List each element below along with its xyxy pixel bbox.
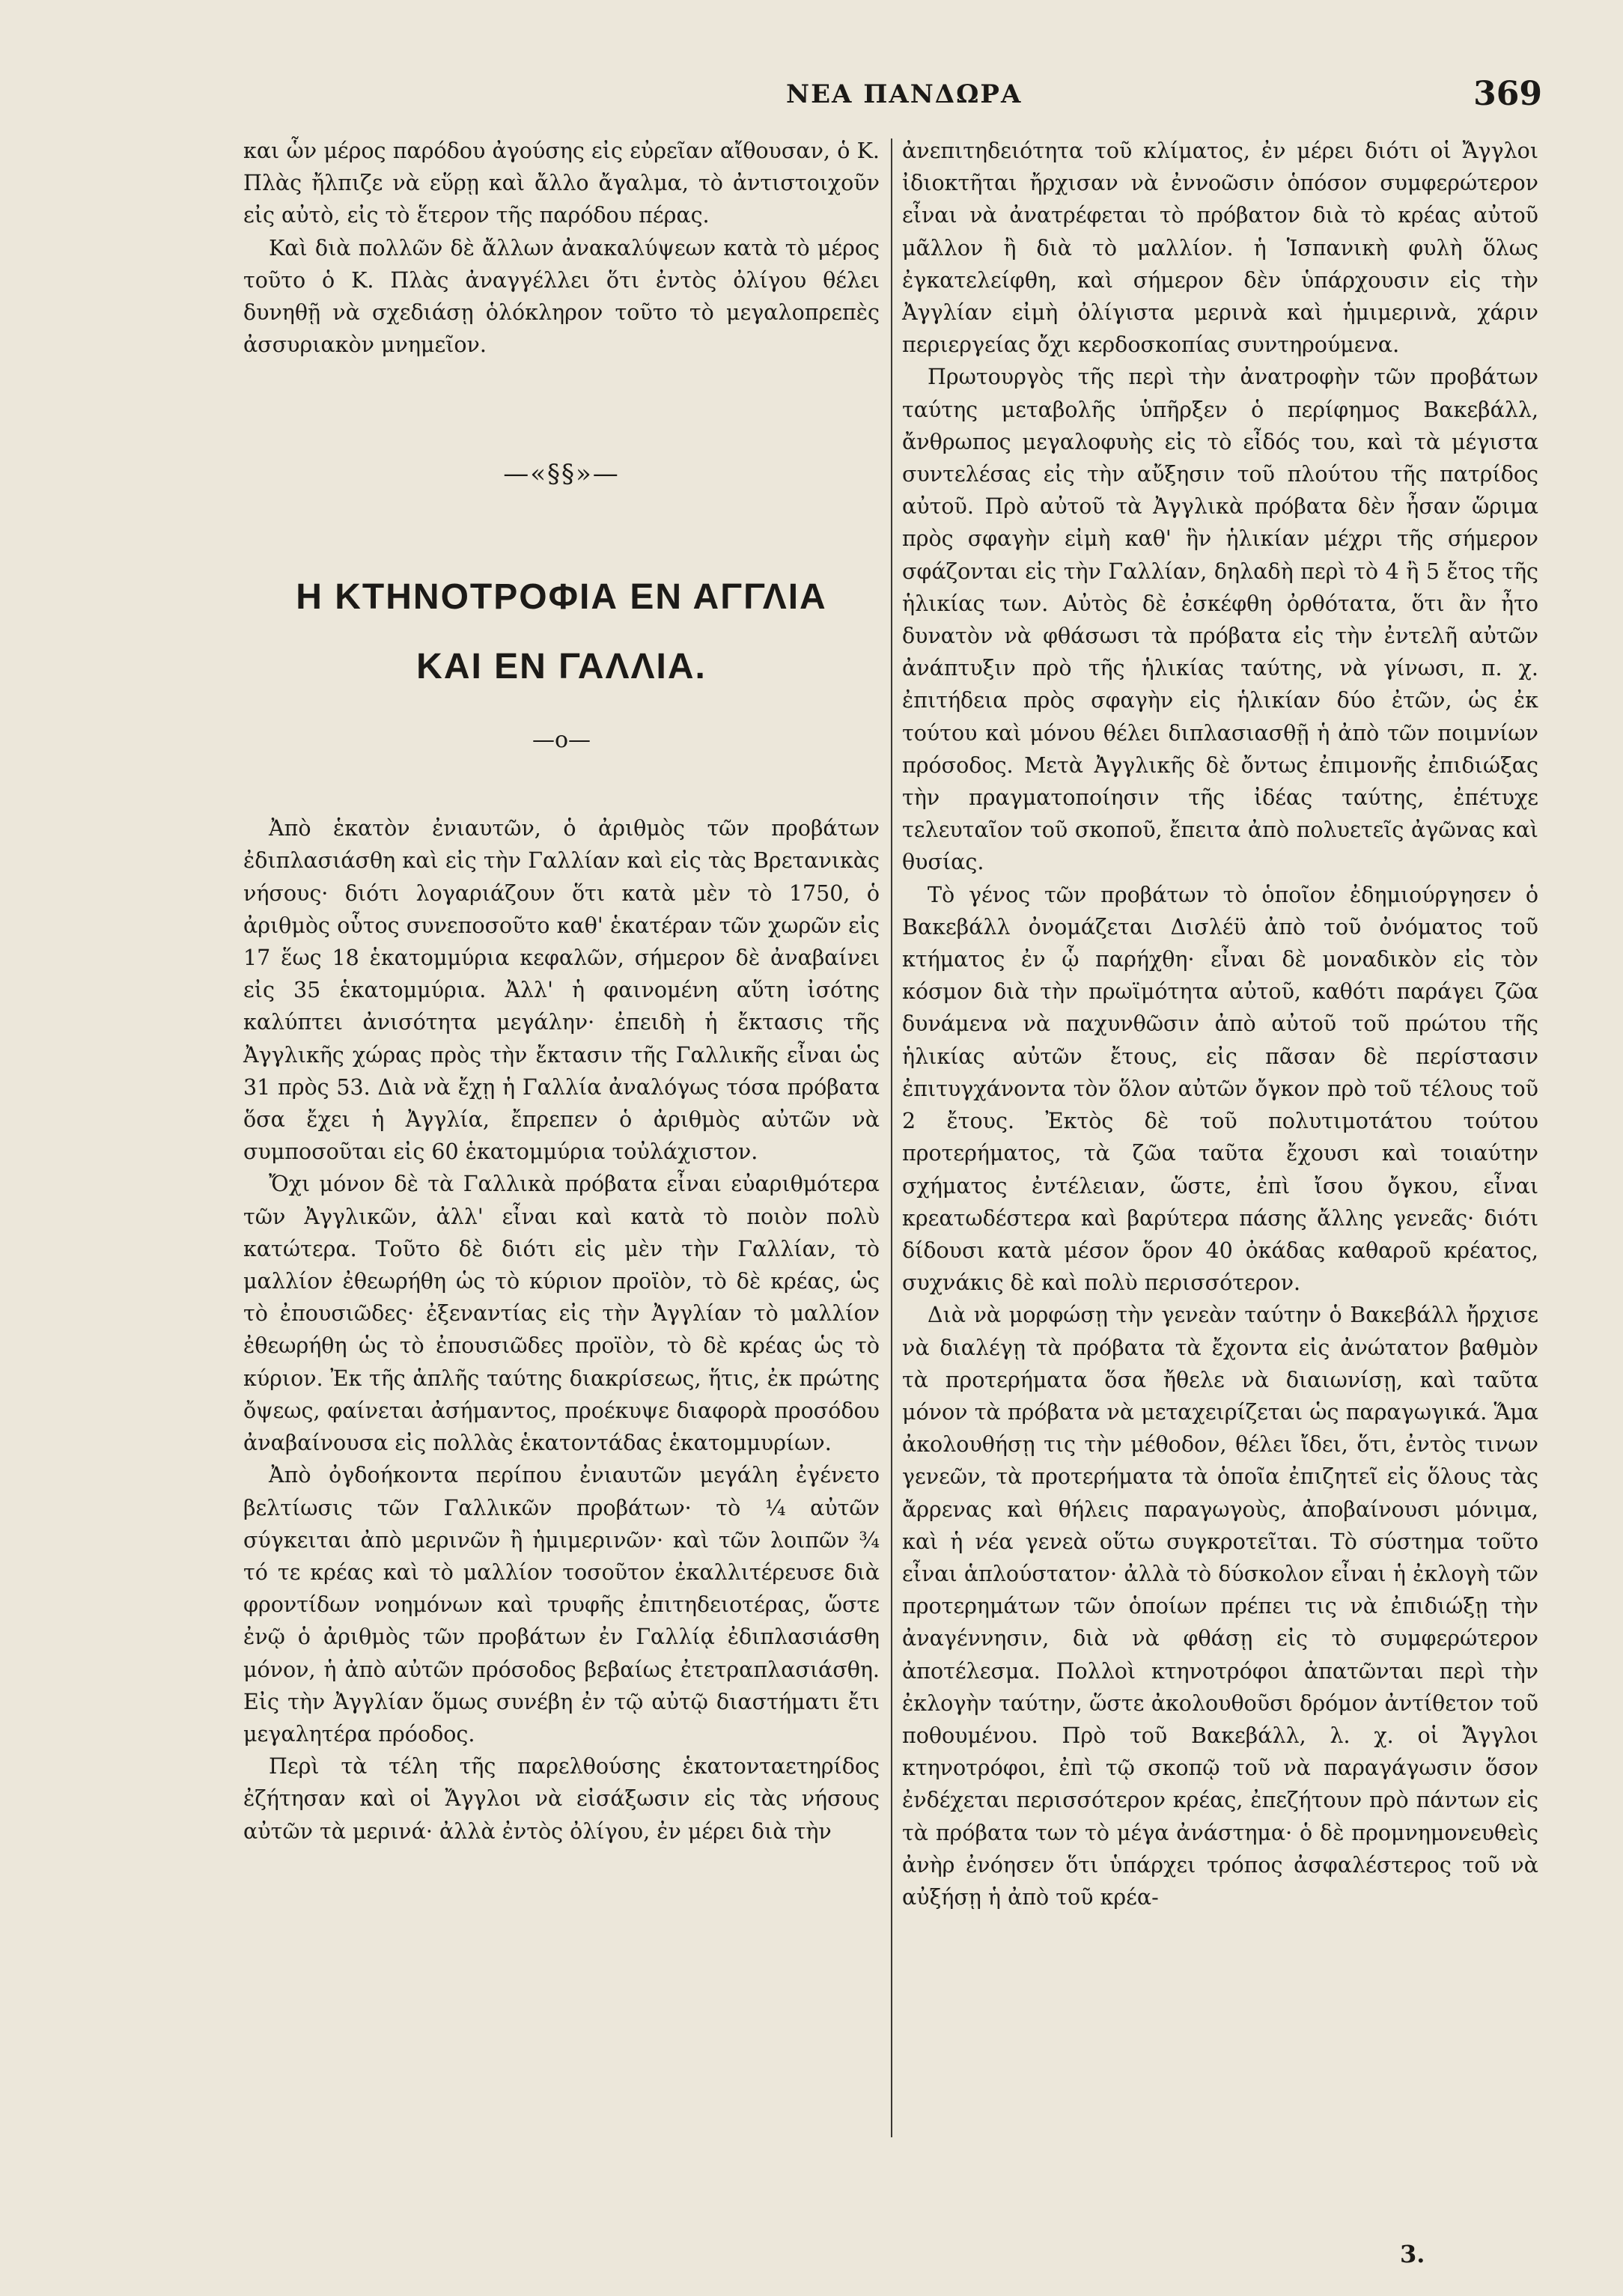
article-title: Η ΚΤΗΝΟΤΡΟΦΙΑ ΕΝ ΑΓΓΛΙΑ — [296, 576, 827, 617]
title-dash: —o— — [532, 727, 591, 754]
paragraph: ἀνεπιτηδειότητα τοῦ κλίματος, ἐν μέρει διότι οἱ Ἄγγλοι ἰδιοκτῆται ἤρχισαν νὰ ἐννοῶσιν ὁπόσον συμφερώτερον εἶναι νὰ ἀνατρέφεται τὸ πρόβατον διὰ τὸ κρέας αὐτοῦ μᾶλλον ἢ διὰ τὸ μαλλίον. ἡ Ἱσπανικὴ φυλὴ ὅλως ἐγκατελείφθη, καὶ σήμερον δὲν ὑπάρχουσιν εἰς τὴν Ἀγγλίαν εἰμὴ ὀλίγιστα μερινὰ καὶ ἡμιμερινὰ, χάριν περιεργείας ὄχι κερδοσκοπίας συντηρούμενα. — [902, 138, 1538, 358]
column-divider — [891, 138, 892, 2137]
paragraph: Καὶ διὰ πολλῶν δὲ ἄλλων ἀνακαλύψεων κατὰ τὸ μέρος τοῦτο ὁ Κ. Πλὰς ἀναγγέλλει ὅτι ἐντὸς ὀλίγου θέλει δυνηθῇ νὰ σχεδιάσῃ ὁλόκληρον τοῦτο τὸ μεγαλοπρεπὲς ἀσσυριακὸν μνημεῖον. — [243, 235, 880, 358]
paragraph: και ὧν μέρος παρόδου ἀγούσης εἰς εὐρεῖαν αἴθουσαν, ὁ Κ. Πλὰς ἤλπιζε νὰ εὕρῃ καὶ ἄλλο ἄγαλμα, τὸ ἀντιστοιχοῦν εἰς αὐτὸ, εἰς τὸ ἕτερον τῆς παρόδου πέρας. — [243, 138, 880, 228]
paragraph: Ὄχι μόνον δὲ τὰ Γαλλικὰ πρόβατα εἶναι εὐαριθμότερα τῶν Ἀγγλικῶν, ἀλλ' εἶναι καὶ κατὰ τὸ ποιὸν πολὺ κατώτερα. Τοῦτο δὲ διότι εἰς μὲν τὴν Γαλλίαν, τὸ μαλλίον ἐθεωρήθη ὡς τὸ κύριον προϊὸν, τὸ δὲ κρέας, ὡς τὸ ἐπουσιῶδες· ἐξεναντίας εἰς τὴν Ἀγγλίαν τὸ μαλλίον ἐθεωρήθη ὡς τὸ ἐπουσιῶδες προϊὸν, τὸ δὲ κρέας ὡς τὸ κύριον. Ἐκ τῆς ἁπλῆς ταύτης διακρίσεως, ἥτις, ἐκ πρώτης ὄψεως, φαίνεται ἀσήμαντος, προέκυψε διαφορὰ προσόδου ἀναβαίνουσα εἰς πολλὰς ἑκατοντάδας ἑκατομμυρίων. — [243, 1172, 880, 1456]
journal-title: ΝΕΑ ΠΑΝΔΩΡΑ — [786, 79, 1023, 109]
paragraph: Πρωτουργὸς τῆς περὶ τὴν ἀνατροφὴν τῶν προβάτων ταύτης μεταβολῆς ὑπῆρξεν ὁ περίφημος Βακεβάλλ, ἄνθρωπος μεγαλοφυὴς εἰς τὸ εἶδός του, καὶ τὰ μέγιστα συντελέσας εἰς τὴν αὔξησιν τοῦ πλούτου τῆς πατρίδος αὐτοῦ. Πρὸ αὐτοῦ τὰ Ἀγγλικὰ πρόβατα δὲν ἦσαν ὥριμα πρὸς σφαγὴν εἰμὴ καθ' ἣν ἡλικίαν μέχρι τῆς σήμερον σφάζονται εἰς τὴν Γαλλίαν, δηλαδὴ περὶ τὸ 4 ἢ 5 ἔτος τῆς ἡλικίας των. Αὐτὸς δὲ ἐσκέφθη ὀρθότατα, ὅτι ἂν ἦτο δυνατὸν νὰ φθάσωσι τὰ πρόβατα εἰς τὴν ἐντελῆ αὐτῶν ἀνάπτυξιν πρὸ τῆς ἡλικίας ταύτης, νὰ γίνωσι, π. χ. ἐπιτήδεια πρὸς σφαγὴν εἰς ἡλικίαν δύο ἐτῶν, ὡς ἐκ τούτου καὶ μόνου θέλει διπλασιασθῇ ἡ ἀπὸ τῶν ποιμνίων πρόσοδος. Μετὰ Ἀγγλικῆς δὲ ὄντως ἐπιμονῆς ἐπιδιώξας τὴν πραγματοποίησιν τῆς ἰδέας ταύτης, ἐπέτυχε τελευταῖον τοῦ σκοποῦ, ἔπειτα ἀπὸ πολυετεῖς ἀγῶνας καὶ θυσίας. — [902, 365, 1538, 875]
left-column — [243, 135, 880, 1848]
article-subtitle: ΚΑΙ ΕΝ ΓΑΛΛΙΑ. — [416, 646, 707, 686]
ornament-divider: —«§§»— — [503, 459, 620, 490]
paragraph: Διὰ νὰ μορφώσῃ τὴν γενεὰν ταύτην ὁ Βακεβάλλ ἤρχισε νὰ διαλέγῃ τὰ πρόβατα τὰ ἔχοντα εἰς ἀνώτατον βαθμὸν τὰ προτερήματα ὅσα ἤθελε νὰ διαιωνίσῃ, καὶ ταῦτα μόνον τὰ πρόβατα νὰ μεταχειρίζεται ὡς παραγωγικά. Ἅμα ἀκολουθήσῃ τις τὴν μέθοδον, θέλει ἴδει, ὅτι, ἐντὸς τινων γενεῶν, τὰ προτερήματα τὰ ὁποῖα ἐπιζητεῖ εἰς ὅλους τὰς ἄρρενας καὶ θήλεις παραγωγοὺς, ἀποβαίνουσι μόνιμα, καὶ ἡ νέα γενεὰ οὕτω συγκροτεῖται. Τὸ σύστημα τοῦτο εἶναι ἁπλούστατον· ἀλλὰ τὸ δύσκολον εἶναι ἡ ἐκλογὴ τῶν προτερημάτων τῶν ὁποίων πρέπει τις νὰ ἐπιδιώξῃ τὴν ἀναγέννησιν, διὰ νὰ φθάσῃ εἰς τὸ συμφερώτερον ἀποτέλεσμα. Πολλοὶ κτηνοτρόφοι ἀπατῶνται περὶ τὴν ἐκλογὴν ταύτην, ὥστε ἀκολουθοῦσι δρόμον ἀντίθετον τοῦ ποθουμένου. Πρὸ τοῦ Βακεβάλλ, λ. χ. οἱ Ἄγγλοι κτηνοτρόφοι, ἐπὶ τῷ σκοπῷ τοῦ νὰ παραγάγωσιν ὅσον ἐνδέχεται περισσότερον κρέας, ἐπεζήτουν πρὸ πάντων εἰς τὰ πρόβατα των τὸ μέγα ἀνάστημα· ὁ δὲ προμνημονευθεὶς ἀνὴρ ἐνόησεν ὅτι ὑπάρχει τρόπος ἀσφαλέστερος τοῦ νὰ αὐξήσῃ ἡ ἀπὸ τοῦ κρέα- — [902, 1303, 1538, 1910]
paragraph: Περὶ τὰ τέλη τῆς παρελθούσης ἑκατονταετηρίδος ἐζήτησαν καὶ οἱ Ἄγγλοι νὰ εἰσάξωσιν εἰς τὰς νήσους αὐτῶν τὰ μερινά· ἀλλὰ ἐντὸς ὀλίγου, ἐν μέρει διὰ τὴν — [243, 1754, 880, 1844]
paragraph: Ἀπὸ ὀγδοήκοντα περίπου ἐνιαυτῶν μεγάλη ἐγένετο βελτίωσις τῶν Γαλλικῶν προβάτων· τὸ ¼ αὐτῶν σύγκειται ἀπὸ μερινῶν ἢ ἡμιμερινῶν· καὶ τῶν λοιπῶν ¾ τό τε κρέας καὶ τὸ μαλλίον τοσοῦτον ἐκαλλιτέρευσε διὰ φροντίδων νοημόνων καὶ τρυφῆς ἐπιτηδειοτέρας, ὥστε ἐνῷ ὁ ἀριθμὸς τῶν προβάτων ἐν Γαλλίᾳ ἐδιπλασιάσθη μόνον, ἡ ἀπὸ αὐτῶν πρόσοδος βεβαίως ἐτετραπλασιάσθη. Εἰς τὴν Ἀγγλίαν ὅμως συνέβη ἐν τῷ αὐτῷ διαστήματι ἔτι μεγαλητέρα πρόοδος. — [243, 1463, 880, 1747]
paragraph: Ἀπὸ ἑκατὸν ἐνιαυτῶν, ὁ ἀριθμὸς τῶν προβάτων ἐδιπλασιάσθη καὶ εἰς τὴν Γαλλίαν καὶ εἰς τὰς Βρετανικὰς νήσους· διότι λογαριάζουν ὅτι κατὰ μὲν τὸ 1750, ὁ ἀριθμὸς οὗτος συνεποσοῦτο καθ' ἑκατέραν τῶν χωρῶν εἰς 17 ἕως 18 ἑκατομμύρια κεφαλῶν, σήμερον δὲ ἀναβαίνει εἰς 35 ἑκατομμύρια. Ἀλλ' ἡ φαινομένη αὕτη ἰσότης καλύπτει ἀνισότητα μεγάλην· ἐπειδὴ ἡ ἔκτασις τῆς Ἀγγλικῆς χώρας πρὸς τὴν ἔκτασιν τῆς Γαλλικῆς εἶναι ὡς 31 πρὸς 53. Διὰ νὰ ἔχῃ ἡ Γαλλία ἀναλόγως τόσα πρόβατα ὅσα ἔχει ἡ Ἀγγλία, ἔπρεπεν ὁ ἀριθμὸς αὐτῶν νὰ συμποσοῦται εἰς 60 ἑκατομμύρια τοὐλάχιστον. — [243, 816, 880, 1165]
page-number: 369 — [1473, 75, 1542, 113]
signature-mark: 3. — [1400, 2240, 1425, 2268]
paragraph: Τὸ γένος τῶν προβάτων τὸ ὁποῖον ἐδημιούργησεν ὁ Βακεβάλλ ὀνομάζεται Δισλέϋ ἀπὸ τοῦ ὀνόματος τοῦ κτήματος ἐν ᾧ παρήχθη· εἶναι δὲ μοναδικὸν εἰς τὸν κόσμον διὰ τὴν πρωϊμότητα αὐτοῦ, καθότι παράγει ζῶα δυνάμενα νὰ παχυνθῶσιν ἀπὸ αὐτοῦ τοῦ πρώτου τῆς ἡλικίας αὐτῶν ἔτους, εἰς πᾶσαν δὲ περίστασιν ἐπιτυγχάνοντα τὸν ὅλον αὐτῶν ὄγκον πρὸ τοῦ τέλους τοῦ 2 ἔτους. Ἐκτὸς δὲ τοῦ πολυτιμοτάτου τούτου προτερήματος, τὰ ζῶα ταῦτα ἔχουσι καὶ τοιαύτην σχήματος ἐντέλειαν, ὥστε, ἐπὶ ἴσου ὄγκου, εἶναι κρεατωδέστερα καὶ βαρύτερα πάσης ἄλλης γενεᾶς· διότι δίδουσι κατὰ μέσον ὅρον 40 ὀκάδας καθαροῦ κρέατος, συχνάκις δὲ καὶ πολὺ περισσότερον. — [902, 882, 1538, 1296]
running-header — [172, 75, 1542, 120]
right-column — [902, 135, 1538, 1913]
